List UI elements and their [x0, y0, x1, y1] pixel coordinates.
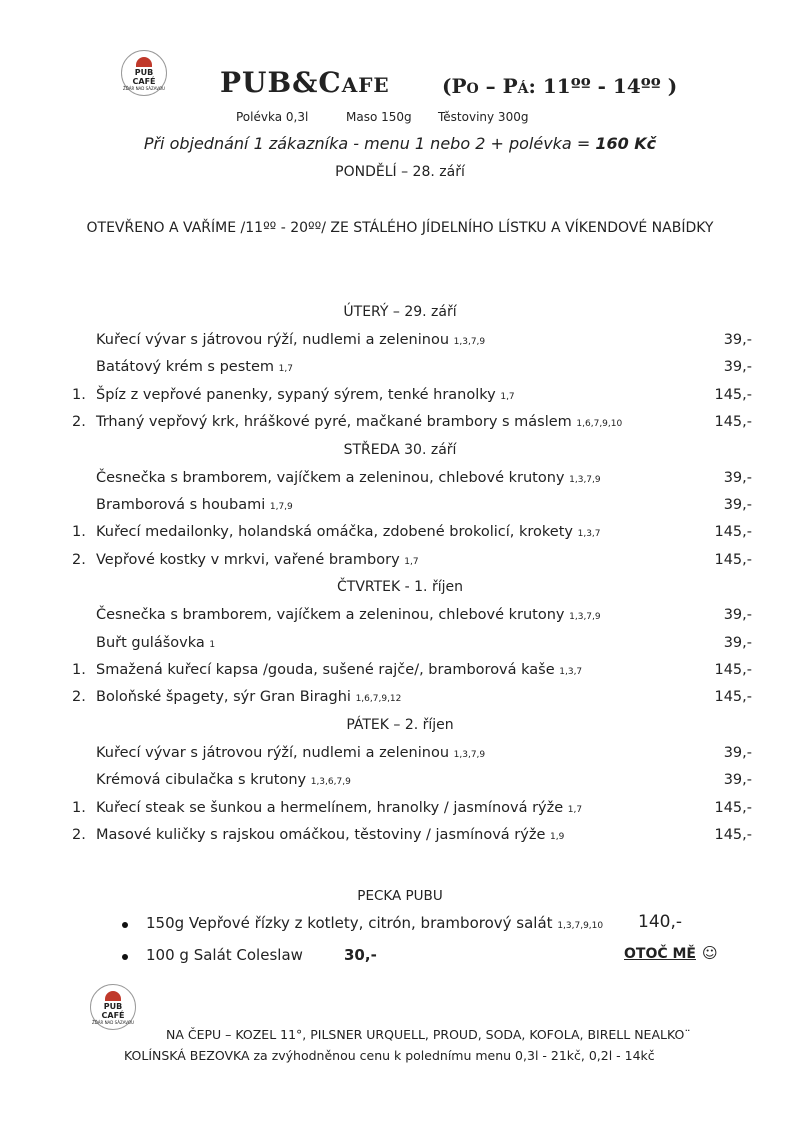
open-note: OTEVŘENO A VAŘÍME /11ºº - 20ºº/ ZE STÁLÉHO JÍDELNÍHO LÍSTKU A VÍKENDOVÉ NABÍDKY — [86, 220, 714, 236]
menu-item-text: Kuřecí vývar s játrovou rýží, nudlemi a zeleninou — [96, 332, 450, 348]
opening-hours: (Po – Pá: 11ºº - 14ºº ) — [442, 74, 678, 98]
menu-item-name — [96, 524, 601, 540]
menu-item — [72, 635, 752, 655]
menu-item — [72, 689, 752, 709]
menu-item-name — [96, 387, 515, 403]
menu-item-number: 1. — [72, 662, 86, 678]
menu-item-allergens: 1,9 — [549, 832, 565, 842]
logo-sub: ŽĎÁR NAD SÁZAVOU — [123, 86, 165, 91]
menu-item-text: Česnečka s bramborem, vajíčkem a zeleninou, chlebové krutony — [96, 607, 565, 624]
pecka-item-2-price: 30,- — [344, 946, 377, 964]
menu-item-price: 39,- — [723, 497, 752, 513]
menu-item-text: Smažená kuřecí kapsa /gouda, sušené rajče/, bramborová kaše — [96, 662, 555, 678]
menu-item-allergens: 1,7 — [278, 364, 293, 375]
day-title: STŘEDA 30. září — [343, 441, 457, 458]
menu-item-allergens: 1,7 — [500, 391, 515, 402]
menu-item-number: 2. — [72, 414, 86, 431]
menu-item-price: 39,- — [723, 607, 752, 624]
menu-item-text: Česnečka s bramborem, vajíčkem a zeleninou, chlebové krutony — [96, 469, 565, 486]
day-title: ÚTERÝ – 29. září — [343, 304, 457, 320]
menu-item-text: Kuřecí medailonky, holandská omáčka, zdobené brokolicí, krokety — [96, 524, 573, 541]
menu-item-price: 39,- — [723, 469, 752, 486]
menu-item-name — [96, 662, 582, 678]
promo-text: Při objednání 1 zákazníka - menu 1 nebo 2 + polévka = — [143, 134, 596, 153]
menu-item-name — [96, 470, 601, 486]
pecka-item-1-name: 150g Vepřové řízky z kotlety, citrón, bramborový salát — [146, 914, 553, 932]
menu-item-allergens: 1,3,7 — [559, 667, 583, 677]
menu-item — [72, 470, 752, 490]
menu-item-name — [96, 772, 351, 788]
menu-item-text: Batátový krém s pestem — [96, 359, 275, 376]
menu-item-text: Kuřecí steak se šunkou a hermelínem, hranolky / jasmínová rýže — [96, 799, 564, 816]
menu-item-allergens: 1,7,9 — [269, 502, 293, 512]
menu-item-name — [96, 635, 215, 651]
bullet-icon — [122, 922, 128, 928]
day-title: ČTVRTEK - 1. říjen — [337, 579, 463, 596]
menu-item — [72, 745, 752, 765]
logo-name: PUB CAFÉ — [101, 1002, 125, 1020]
menu-item-allergens: 1,3,7 — [577, 529, 601, 540]
menu-item-text: Bramborová s houbami — [96, 497, 266, 513]
logo-name: PUB CAFÉ — [132, 68, 156, 86]
menu-item-price: 145,- — [714, 524, 752, 541]
menu-item-text: Masové kuličky s rajskou omáčkou, těstoviny / jasmínová rýže — [96, 827, 546, 843]
menu-item-allergens: 1,3,6,7,9 — [310, 777, 351, 788]
menu-item-text: Trhaný vepřový krk, hráškové pyré, mačkané brambory s máslem — [96, 414, 572, 431]
menu-item-name — [96, 414, 622, 430]
menu-item-number: 2. — [72, 551, 86, 568]
pecka-title: PECKA PUBU — [357, 888, 443, 904]
menu-item-allergens: 1,3,7,9 — [453, 337, 486, 347]
menu-item — [72, 800, 752, 820]
menu-item-price: 145,- — [714, 827, 752, 843]
menu-item-name — [96, 745, 485, 761]
menu-item-text: Boloňské špagety, sýr Gran Biraghi — [96, 689, 351, 706]
menu-item-text: Špíz z vepřové panenky, sypaný sýrem, tenké hranolky — [96, 386, 496, 403]
menu-item-name — [96, 800, 582, 816]
menu-item — [72, 524, 752, 544]
pecka-item-1-price: 140,- — [638, 912, 682, 932]
menu-item-number: 1. — [72, 386, 86, 403]
menu-item-allergens: 1,3,7,9 — [453, 749, 486, 760]
menu-item-text: Kuřecí vývar s játrovou rýží, nudlemi a zeleninou — [96, 744, 450, 761]
footer-drinks: NA ČEPU – KOZEL 11°, PILSNER URQUELL, PROUD, SODA, KOFOLA, BIRELL NEALKO¨ — [166, 1027, 691, 1042]
pub-cafe-logo-bottom — [90, 984, 136, 1030]
menu-item-allergens: 1,3,7,9 — [569, 474, 601, 485]
footer-bezovka: KOLÍNSKÁ BEZOVKA za zvýhodněnou cenu k polednímu menu 0,3l - 21kč, 0,2l - 14kč — [124, 1048, 655, 1063]
pub-cafe-logo — [121, 50, 167, 96]
menu-item — [72, 662, 752, 682]
menu-item — [72, 497, 752, 517]
menu-item — [72, 607, 752, 627]
bullet-icon — [122, 954, 128, 960]
menu-item-price: 145,- — [714, 689, 752, 706]
menu-item-price: 145,- — [714, 551, 752, 568]
menu-item-number: 1. — [72, 524, 86, 541]
menu-item-price: 145,- — [714, 414, 752, 431]
portion-meat: Maso 150g — [346, 110, 412, 124]
menu-item — [72, 552, 752, 572]
menu-item-name — [96, 827, 564, 843]
menu-item-name — [96, 497, 293, 513]
menu-item-price: 145,- — [714, 386, 752, 403]
pecka-item-2: 100 g Salát Coleslaw — [146, 946, 303, 964]
menu-item-price: 145,- — [714, 799, 752, 816]
menu-item-text: Krémová cibulačka s krutony — [96, 772, 307, 789]
menu-item-number: 1. — [72, 799, 86, 816]
menu-item — [72, 827, 752, 847]
smiley-icon: ☺ — [702, 944, 718, 962]
menu-item-number: 2. — [72, 827, 86, 843]
menu-item-price: 39,- — [723, 744, 752, 761]
menu-item-name — [96, 332, 485, 348]
turn-over-link[interactable]: OTOČ MĚ — [624, 946, 696, 962]
menu-item-allergens: 1,7 — [567, 804, 583, 815]
pecka-item-1 — [146, 914, 603, 932]
portion-pasta: Těstoviny 300g — [438, 110, 529, 124]
promo-price: 160 Kč — [595, 134, 657, 153]
menu-item — [72, 332, 752, 352]
menu-item — [72, 359, 752, 379]
menu-item-name — [96, 689, 401, 705]
menu-item-price: 39,- — [723, 359, 752, 376]
menu-item-price: 39,- — [723, 634, 752, 651]
menu-item-allergens: 1,7 — [404, 556, 419, 567]
menu-item-allergens: 1,6,7,9,12 — [355, 694, 402, 705]
menu-item — [72, 387, 752, 407]
menu-item-text: Vepřové kostky v mrkvi, vařené brambory — [96, 551, 400, 568]
menu-item-number: 2. — [72, 689, 86, 706]
menu-item-price: 145,- — [714, 662, 752, 678]
page-title: PUB&Cafe — [220, 66, 390, 99]
pecka-item-1-allergens: 1,3,7,9,10 — [557, 921, 604, 931]
promo-line — [0, 134, 800, 153]
menu-item-name — [96, 552, 419, 568]
menu-item-name — [96, 607, 601, 623]
menu-item — [72, 414, 752, 434]
day-monday: PONDĚLÍ – 28. září — [335, 164, 465, 180]
menu-item-name — [96, 359, 293, 375]
portion-soup: Polévka 0,3l — [236, 110, 309, 124]
menu-item-allergens: 1 — [209, 639, 216, 650]
menu-item-allergens: 1,3,7,9 — [569, 612, 601, 623]
menu-item — [72, 772, 752, 792]
logo-sub: ŽĎÁR NAD SÁZAVOU — [92, 1020, 134, 1025]
menu-item-allergens: 1,6,7,9,10 — [576, 419, 623, 430]
menu-item-price: 39,- — [723, 772, 752, 789]
menu-item-price: 39,- — [723, 332, 752, 348]
menu-item-text: Buřt gulášovka — [96, 634, 205, 651]
day-title: PÁTEK – 2. říjen — [346, 716, 454, 733]
